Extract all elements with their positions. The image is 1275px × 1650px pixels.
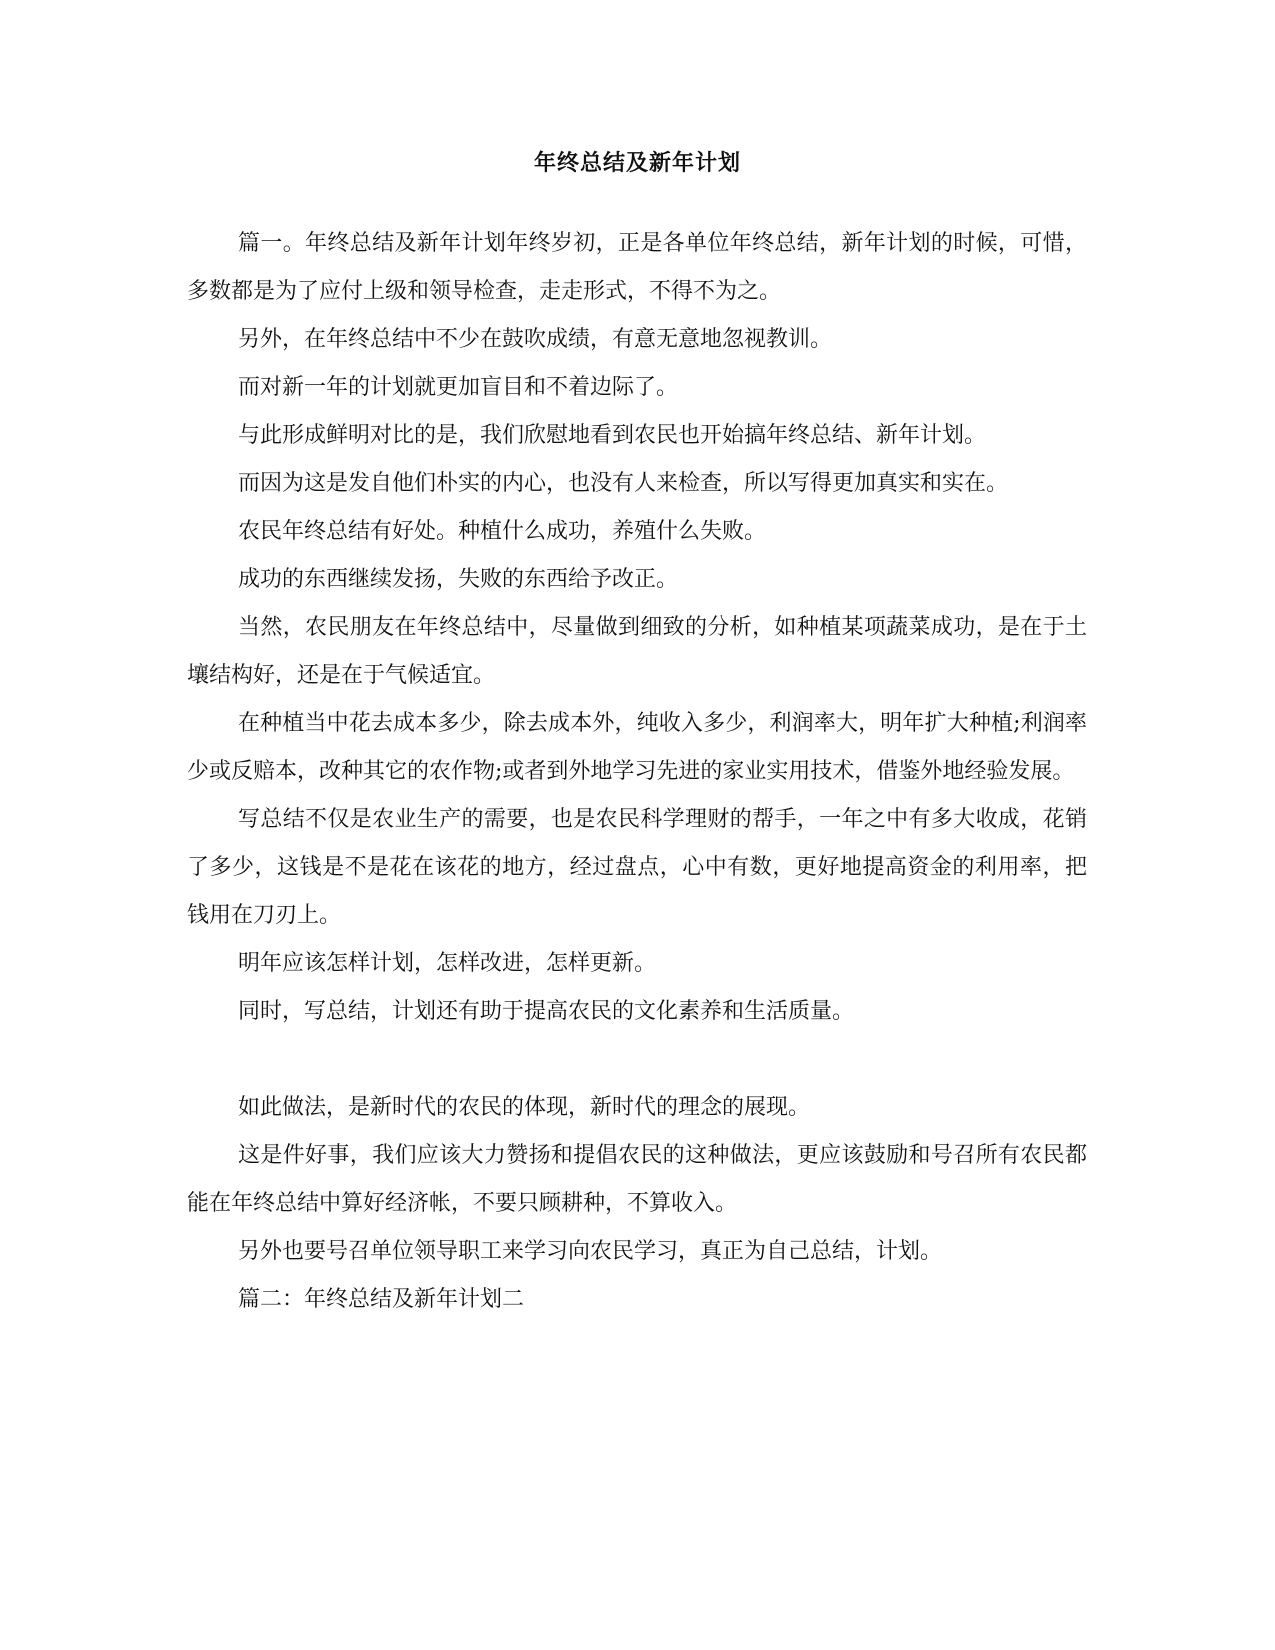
- paragraph-9: 在种植当中花去成本多少，除去成本外，纯收入多少，利润率大，明年扩大种植;利润率少或反赔本，改种其它的农作物;或者到外地学习先进的家业实用技术，借鉴外地经验发展。: [187, 711, 1087, 784]
- paragraph-6: 农民年终总结有好处。种植什么成功，养殖什么失败。: [238, 519, 767, 544]
- paragraph-10: 写总结不仅是农业生产的需要，也是农民科学理财的帮手，一年之中有多大收成，花销了多少，这钱是不是花在该花的地方，经过盘点，心中有数，更好地提高资金的利用率，把钱用在刀刃上。: [187, 807, 1087, 928]
- paragraph-12: 同时，写总结，计划还有助于提高农民的文化素养和生活质量。: [238, 999, 855, 1024]
- paragraph-15: 另外也要号召单位领导职工来学习向农民学习，真正为自己总结，计划。: [238, 1239, 943, 1264]
- paragraph-13: 如此做法，是新时代的农民的体现，新时代的理念的展现。: [238, 1095, 811, 1120]
- paragraph-14: 这是件好事，我们应该大力赞扬和提倡农民的这种做法，更应该鼓励和号召所有农民都能在年终总结中算好经济帐，不要只顾耕种，不算收入。: [187, 1143, 1087, 1216]
- paragraph-gap: [187, 1036, 1087, 1084]
- paragraph-1: 篇一。年终总结及新年计划年终岁初，正是各单位年终总结，新年计划的时候，可惜，多数都是为了应付上级和领导检查，走走形式，不得不为之。: [187, 231, 1087, 304]
- paragraph-5: 而因为这是发自他们朴实的内心，也没有人来检查，所以写得更加真实和实在。: [238, 471, 1009, 496]
- document-body: [187, 220, 1087, 1324]
- paragraph-3: 而对新一年的计划就更加盲目和不着边际了。: [238, 375, 679, 400]
- paragraph-4: 与此形成鲜明对比的是，我们欣慰地看到农民也开始搞年终总结、新年计划。: [238, 423, 987, 448]
- paragraph-16: 篇二：年终总结及新年计划二: [238, 1287, 525, 1312]
- document-title: 年终总结及新年计划: [533, 150, 741, 176]
- paragraph-2: 另外，在年终总结中不少在鼓吹成绩，有意无意地忽视教训。: [238, 327, 833, 352]
- paragraph-8: 当然，农民朋友在年终总结中，尽量做到细致的分析，如种植某项蔬菜成功，是在于土壤结构好，还是在于气候适宜。: [187, 615, 1087, 688]
- paragraph-7: 成功的东西继续发扬，失败的东西给予改正。: [238, 567, 679, 592]
- paragraph-11: 明年应该怎样计划，怎样改进，怎样更新。: [238, 951, 657, 976]
